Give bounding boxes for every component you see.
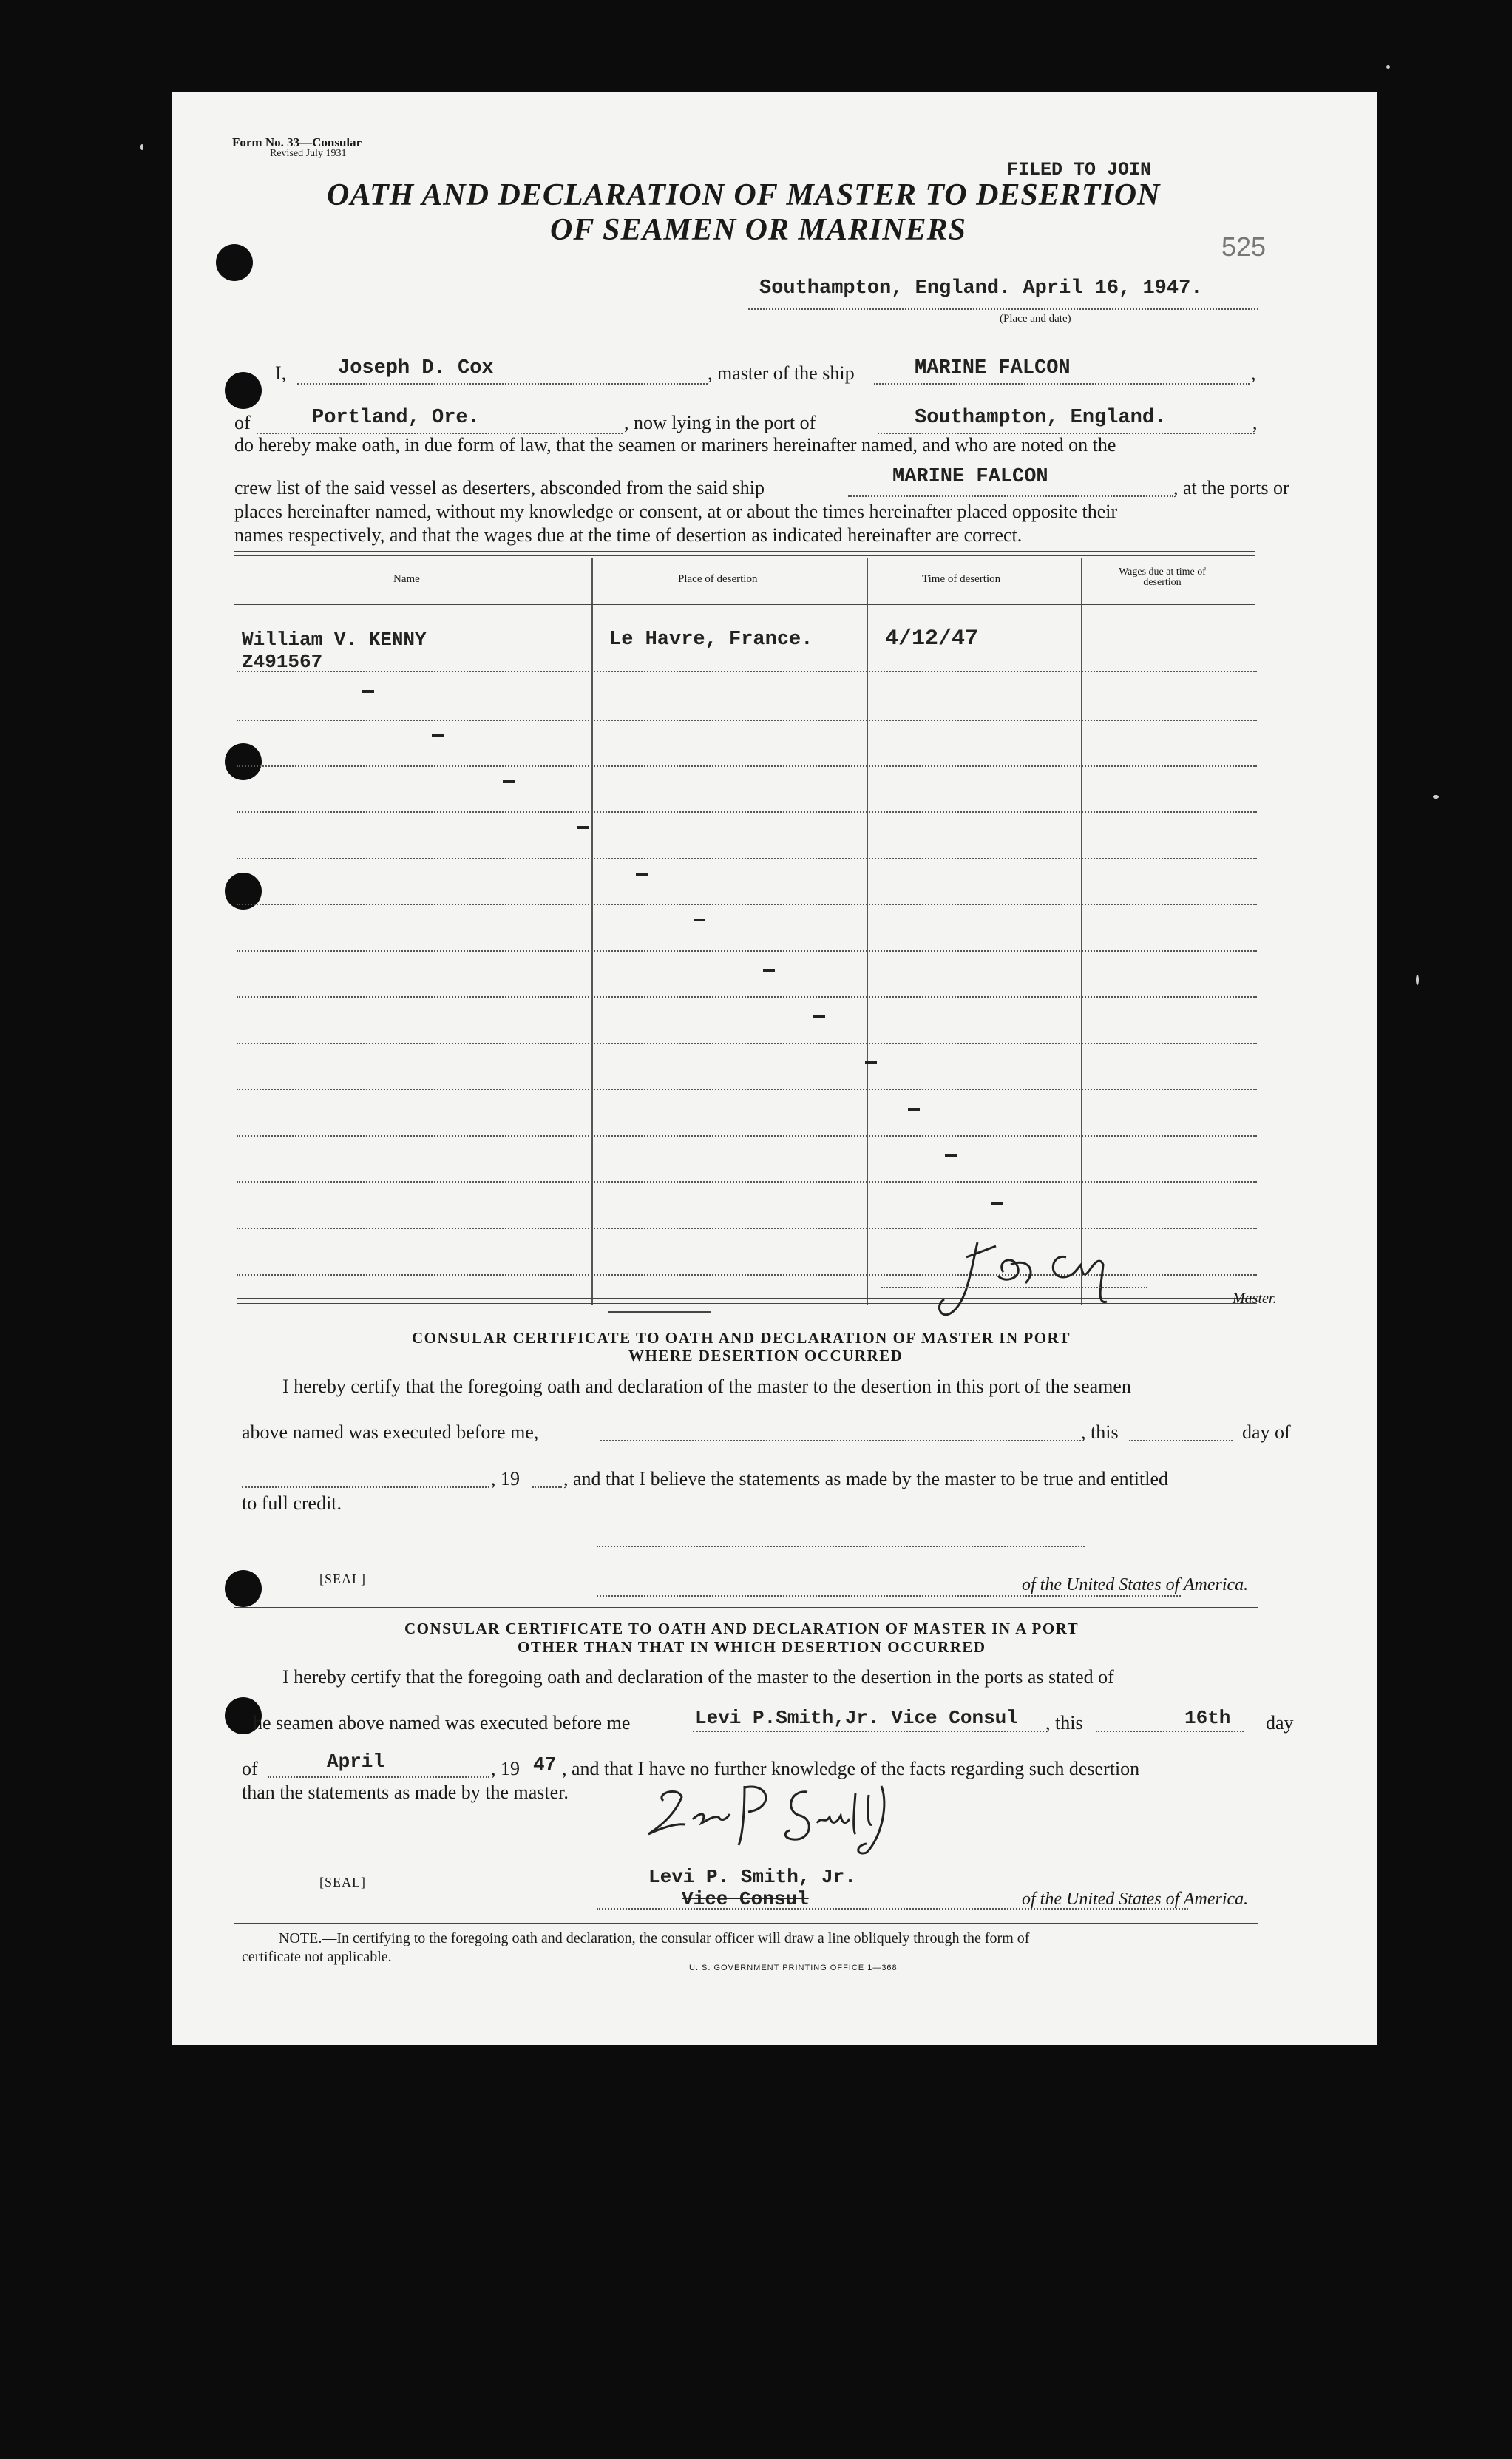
cert2-line2-prefix: he seamen above named was executed before me [253, 1712, 631, 1734]
cert1-line1: I hereby certify that the foregoing oath and declaration of the master to the desertion in this port of the seamen [282, 1376, 1131, 1397]
cert2-this-label: , this [1045, 1712, 1083, 1734]
form-title-line1: OATH AND DECLARATION OF MASTER TO DESERTION [327, 178, 1161, 212]
short-rule [608, 1311, 711, 1313]
punch-hole [216, 244, 253, 281]
table-row-line [237, 720, 1257, 721]
ship-name-2: MARINE FALCON [892, 466, 1048, 488]
cert2-line4: than the statements as made by the master. [242, 1782, 569, 1803]
table-row-line [237, 996, 1257, 998]
cert1-usa-label: of the United States of America. [1022, 1575, 1249, 1594]
cert2-day-label: day [1266, 1712, 1294, 1734]
cert1-line3-suffix: , and that I believe the statements as made by the master to be true and entitled [563, 1468, 1168, 1489]
cert2-of-label: of [242, 1758, 258, 1779]
footer-note-line2: certificate not applicable. [242, 1949, 392, 1965]
cert2-signer-title: Vice Consul [682, 1888, 809, 1910]
table-row-line [237, 1228, 1257, 1229]
cert1-year-label: , 19 [491, 1468, 520, 1489]
cert2-year: 47 [533, 1753, 557, 1776]
cert2-year-prefix: , 19 [491, 1758, 520, 1779]
vice-consul-signature [634, 1771, 900, 1860]
table-row-line [237, 1089, 1257, 1090]
comma: , [1251, 362, 1256, 384]
deserter-number: Z491567 [242, 651, 323, 673]
table-top-rule [234, 551, 1255, 552]
cancel-dash [908, 1108, 920, 1111]
declaration-line3: do hereby make oath, in due form of law, that the seamen or mariners hereinafter named, and who are noted on the [234, 434, 1116, 456]
cert1-seal: [SEAL] [319, 1572, 366, 1586]
punch-hole [225, 1570, 262, 1607]
declaration-line6: names respectively, and that the wages due at the time of desertion as indicated hereinafter are correct. [234, 524, 1023, 546]
cancel-dash [813, 1015, 825, 1018]
master-label: Master. [1233, 1291, 1277, 1307]
cert1-day-of-label: day of [1242, 1421, 1291, 1443]
declaration-line4-suffix: , at the ports or [1173, 477, 1289, 498]
table-header-rule [234, 604, 1255, 605]
film-speck [1386, 65, 1390, 69]
cert1-line4: to full credit. [242, 1492, 342, 1514]
ship-name-line [874, 383, 1250, 385]
footer-note: NOTE.—In certifying to the foregoing oath and declaration, the consular officer will draw a line obliquely through the form of [279, 1930, 1030, 1946]
cert2-title-line1: CONSULAR CERTIFICATE TO OATH AND DECLARATION OF MASTER IN A PORT [404, 1620, 1079, 1637]
cert1-this-label: , this [1081, 1421, 1119, 1443]
ship-name-2-line [848, 495, 1173, 497]
table-row-line [237, 1043, 1257, 1044]
cert1-title-line1: CONSULAR CERTIFICATE TO OATH AND DECLARATION OF MASTER IN PORT [412, 1329, 1071, 1347]
deserter-name: William V. KENNY [242, 629, 427, 651]
table-row-line [237, 1135, 1257, 1137]
cert2-day: 16th [1184, 1707, 1231, 1729]
page-number: 525 [1221, 231, 1267, 262]
cancel-dash [763, 969, 775, 972]
master-name-line [297, 383, 708, 385]
table-row-line [237, 765, 1257, 767]
cert1-title-line2: WHERE DESERTION OCCURRED [628, 1347, 904, 1364]
place-and-date: Southampton, England. April 16, 1947. [759, 277, 1203, 300]
filed-stamp: FILED TO JOIN [1007, 159, 1152, 180]
table-row-line [237, 950, 1257, 952]
table-row-line [237, 671, 1257, 672]
film-speck [140, 144, 143, 150]
table-top-rule-2 [234, 555, 1255, 556]
now-lying-label: , now lying in the port of [624, 412, 816, 433]
cancel-dash [503, 780, 515, 783]
table-row-line [237, 811, 1257, 813]
table-row-line [237, 904, 1257, 905]
cancel-dash [432, 734, 444, 737]
cert2-month: April [327, 1751, 385, 1773]
desertion-place: Le Havre, France. [609, 629, 813, 651]
table-header-name: Name [393, 573, 420, 585]
cert1-day-line [1129, 1440, 1233, 1441]
cancel-dash [577, 826, 589, 829]
table-row-line [237, 1181, 1257, 1183]
cert2-officer-line [693, 1731, 1044, 1732]
cert2-title-line2: OTHER THAN THAT IN WHICH DESERTION OCCURRED [518, 1638, 986, 1656]
form-number: Form No. 33—Consular [232, 135, 362, 149]
home-port: Portland, Ore. [312, 407, 480, 429]
declaration-line5: places hereinafter named, without my knowledge or consent, at or about the times hereinafter placed opposite their [234, 501, 1118, 522]
master-of-ship-label: , master of the ship [708, 362, 855, 384]
cert-divider-2 [234, 1607, 1258, 1608]
cert2-day-line [1096, 1731, 1244, 1732]
comma-2: , [1252, 412, 1258, 433]
cancel-dash [362, 690, 374, 693]
cert2-signer-name: Levi P. Smith, Jr. [648, 1866, 856, 1888]
ship-name: MARINE FALCON [915, 357, 1071, 379]
cert2-line3-suffix: , and that I have no further knowledge of the facts regarding such desertion [562, 1758, 1140, 1779]
cert2-officer: Levi P.Smith,Jr. Vice Consul [695, 1707, 1018, 1729]
cert2-month-line [268, 1776, 489, 1778]
form-title-line2: OF SEAMEN OR MARINERS [550, 213, 966, 247]
cert1-line2-prefix: above named was executed before me, [242, 1421, 539, 1443]
form-revised: Revised July 1931 [270, 148, 347, 159]
place-date-caption: (Place and date) [1000, 313, 1071, 325]
cert1-year-line [532, 1486, 562, 1488]
declaration-line4-prefix: crew list of the said vessel as deserters, absconded from the said ship [234, 477, 765, 498]
footer-rule [234, 1923, 1258, 1924]
cert2-seal: [SEAL] [319, 1875, 366, 1890]
cert1-name-line [600, 1440, 1081, 1441]
desertion-time: 4/12/47 [885, 626, 979, 652]
table-header-place: Place of desertion [678, 573, 758, 585]
printer-imprint: U. S. GOVERNMENT PRINTING OFFICE 1—368 [689, 1964, 898, 1972]
cancel-dash [636, 873, 648, 876]
table-header-wages: Wages due at time of desertion [1119, 566, 1206, 588]
cert1-signature-line [597, 1546, 1085, 1547]
punch-hole [225, 743, 262, 780]
cancel-dash [945, 1154, 957, 1157]
document-page [172, 92, 1377, 2045]
place-date-line [748, 308, 1258, 310]
i-label: I, [275, 362, 287, 384]
cert2-usa-label: of the United States of America. [1022, 1890, 1249, 1909]
cert2-line1: I hereby certify that the foregoing oath and declaration of the master to the desertion in the ports as stated of [282, 1666, 1114, 1688]
current-port: Southampton, England. [915, 407, 1167, 429]
film-speck [1416, 975, 1419, 985]
cancel-dash [991, 1202, 1003, 1205]
cancel-dash [694, 919, 705, 921]
punch-hole [225, 372, 262, 409]
table-row-line [237, 858, 1257, 859]
film-speck [1433, 795, 1439, 799]
cancel-dash [865, 1061, 877, 1064]
table-header-time: Time of desertion [922, 573, 1001, 585]
master-name: Joseph D. Cox [338, 357, 494, 379]
cert1-month-line [242, 1486, 489, 1488]
master-signature [926, 1231, 1147, 1335]
cert1-officer-line [597, 1595, 1181, 1597]
master-signature-line [881, 1287, 1147, 1288]
of-label: of [234, 412, 251, 433]
